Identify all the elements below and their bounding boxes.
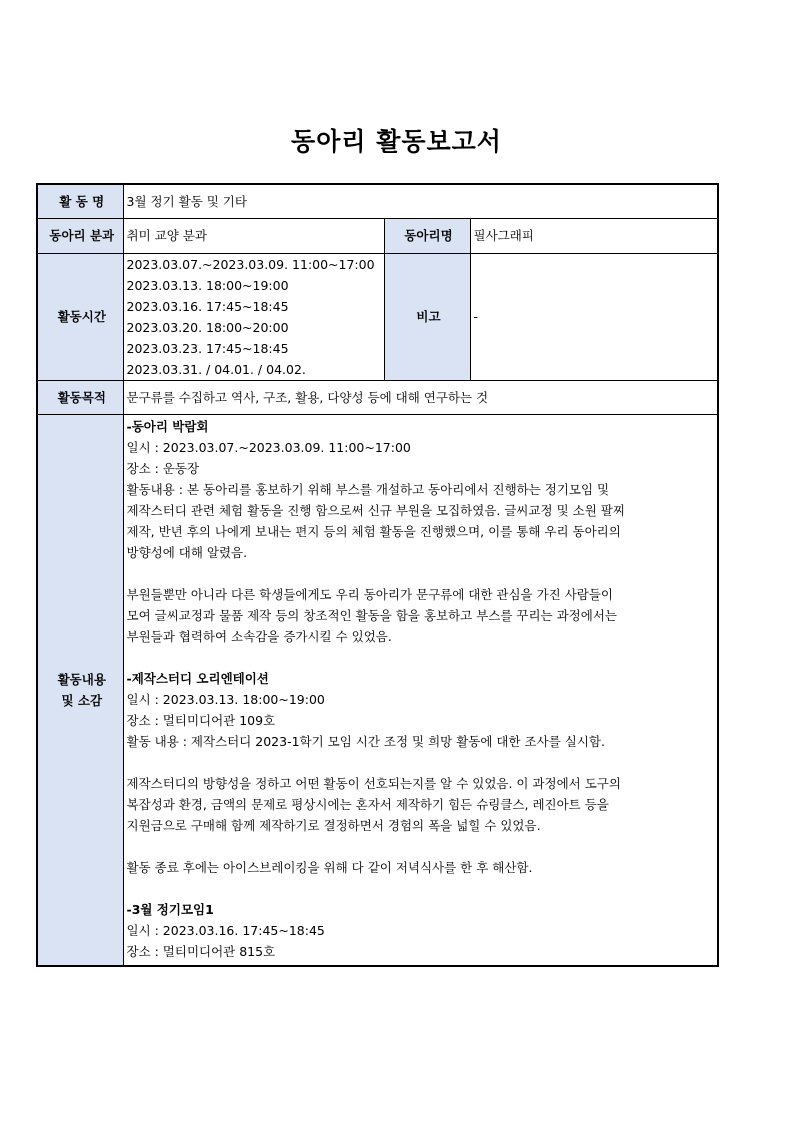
activity-time-line: 2023.03.07.~2023.03.09. 11:00~17:00 [126,256,375,272]
content-line: 제작스터디 관련 체험 활동을 진행 함으로써 신규 부원을 모집하였음. 글씨교정 및 소원 팔찌 [126,502,625,518]
page-title: 동아리 활동보고서 [291,127,502,156]
content-line: 일시 : 2023.03.16. 17:45~18:45 [126,922,325,938]
content-label-line2: 및 소감 [61,692,103,708]
blank-line [127,647,718,668]
row-content [37,414,718,966]
club-name-label: 동아리명 [384,218,470,253]
remarks-label: 비고 [384,253,470,380]
activity-name-value: 3월 정기 활동 및 기타 [123,184,718,218]
row-purpose [37,380,718,414]
blank-line [127,752,718,773]
activity-time-line: 2023.03.13. 18:00~19:00 [126,277,289,293]
remarks-value: - [470,253,718,380]
activity-time-label: 활동시간 [37,253,123,380]
content-line: 모여 글씨교정과 물품 제작 등의 창조적인 활동을 함을 홍보하고 부스를 꾸리는 과정에서는 [126,607,617,623]
activity-time-line: 2023.03.20. 18:00~20:00 [126,319,289,335]
content-body [123,414,718,966]
content-label [37,414,123,966]
content-line: 활동 내용 : 제작스터디 2023-1학기 모임 시간 조정 및 희망 활동에 대한 조사를 실시함. [126,733,605,749]
content-line: 제작스터디의 방향성을 정하고 어떤 활동이 선호되는지를 알 수 있었음. 이 과정에서 도구의 [126,775,621,791]
activity-time-values [123,253,384,380]
content-label-line1: 활동내용 [57,671,106,687]
section-heading: -제작스터디 오리엔테이션 [126,670,269,686]
content-line: 일시 : 2023.03.07.~2023.03.09. 11:00~17:00 [126,439,411,455]
content-line: 복잡성과 환경, 금액의 문제로 평상시에는 혼자서 제작하기 힘든 슈링클스, 레진아트 등을 [126,796,609,812]
row-club-info [37,218,718,253]
content-line: 장소 : 멀티미디어관 109호 [126,712,276,728]
blank-line [127,836,718,857]
content-line: 지원금으로 구매해 함께 제작하기로 결정하면서 경험의 폭을 넓힐 수 있었음. [126,817,541,833]
content-line: 제작, 반년 후의 나에게 보내는 편지 등의 체험 활동을 진행했으며, 이를 통해 우리 동아리의 [126,523,621,539]
activity-time-line: 2023.03.23. 17:45~18:45 [126,340,289,356]
row-activity-time [37,253,718,380]
purpose-value: 문구류를 수집하고 역사, 구조, 활용, 다양성 등에 대해 연구하는 것 [123,380,718,414]
content-line: 방향성에 대해 알렸음. [126,544,248,560]
club-category-value: 취미 교양 분과 [123,218,384,253]
content-line: 부원들뿐만 아니라 다른 학생들에게도 우리 동아리가 문구류에 대한 관심을 가진 사람들이 [126,586,614,602]
content-line: 장소 : 멀티미디어관 815호 [126,943,276,959]
content-line: 장소 : 운동장 [126,460,200,476]
club-name-value: 필사그래피 [470,218,718,253]
section-heading: -동아리 박람회 [126,418,209,434]
content-line: 활동 종료 후에는 아이스브레이킹을 위해 다 같이 저녁식사를 한 후 해산함. [126,859,533,875]
report-table [36,183,719,967]
section-heading: -3월 정기모임1 [126,901,214,917]
activity-time-line: 2023.03.16. 17:45~18:45 [126,298,289,314]
content-line: 부원들과 협력하여 소속감을 증가시킬 수 있었음. [126,628,392,644]
content-line: 일시 : 2023.03.13. 18:00~19:00 [126,691,325,707]
purpose-label: 활동목적 [37,380,123,414]
activity-name-label: 활 동 명 [37,184,123,218]
content-line: 활동내용 : 본 동아리를 홍보하기 위해 부스를 개설하고 동아리에서 진행하는 정기모임 및 [126,481,610,497]
activity-time-line: 2023.03.31. / 04.01. / 04.02. [126,361,306,377]
row-activity-name [37,184,718,218]
blank-line [127,563,718,584]
blank-line [127,878,718,899]
club-category-label: 동아리 분과 [37,218,123,253]
